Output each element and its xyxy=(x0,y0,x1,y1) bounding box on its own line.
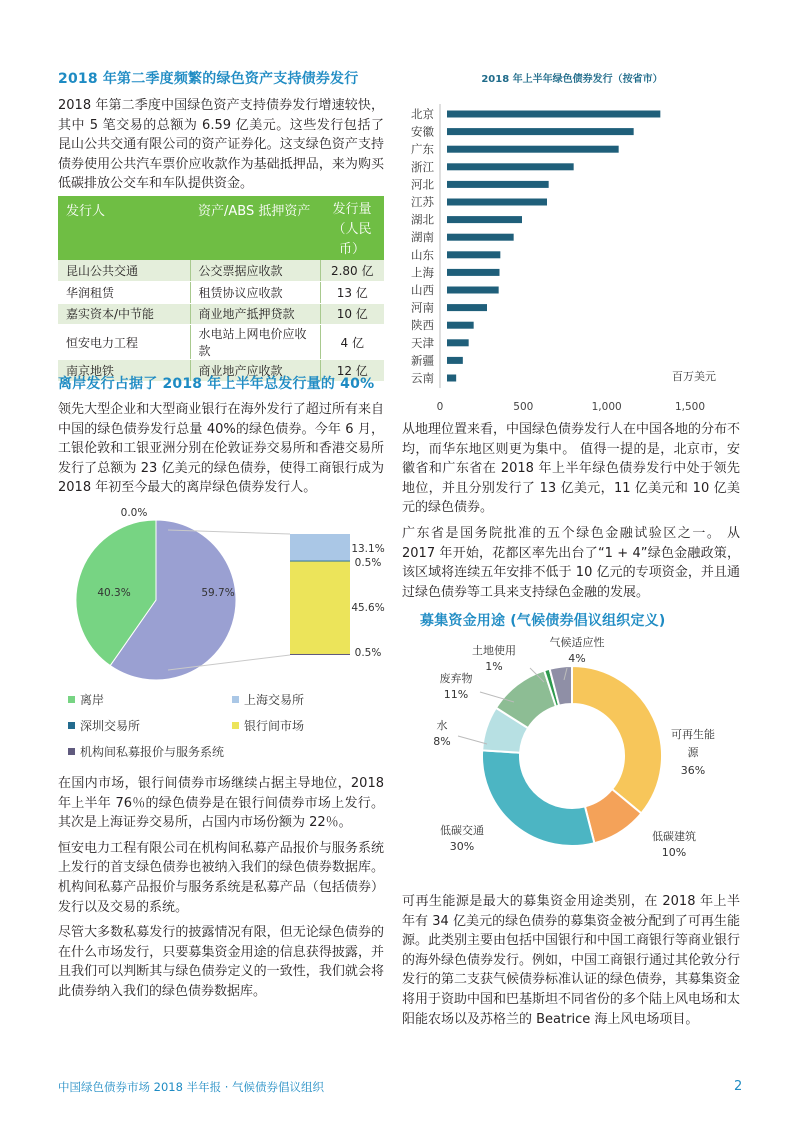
bar-category-label: 新疆 xyxy=(411,353,434,368)
donut-label-water-pct: 8% xyxy=(433,735,451,748)
bar-category-label: 安徽 xyxy=(411,124,434,139)
heading-offshore: 离岸发行占据了 2018 年上半年总发行量的 40% xyxy=(58,376,375,392)
para-abs xyxy=(58,96,384,200)
pie-label-onshore: 59.7% xyxy=(201,587,235,599)
bar xyxy=(447,181,549,188)
stack-label-interbank: 45.6% xyxy=(351,602,385,614)
donut-label-water-name: 水 xyxy=(436,719,448,732)
table-row xyxy=(58,260,384,282)
donut-label-waste-name: 废弃物 xyxy=(439,672,473,685)
proceeds-donut-chart xyxy=(402,632,742,867)
donut-label-land-name: 土地使用 xyxy=(472,644,516,657)
table-row xyxy=(58,325,384,360)
bar xyxy=(447,111,660,118)
table-row xyxy=(58,282,384,304)
legend-swatch xyxy=(232,696,239,703)
legend-swatch xyxy=(68,748,75,755)
bar xyxy=(447,146,619,153)
bar xyxy=(447,269,500,276)
legend-swatch xyxy=(68,696,75,703)
para-offshore xyxy=(58,400,384,504)
paragraph: 从地理位置来看，中国绿色债券发行人在中国各地的分布不均，而华东地区则更为集中。 值得一提的是，北京市，安徽省和广东省在 2018 年上半年绿色债券发行中处于领先地位，并且分别发行了 13 亿美元，11 亿美元和 10 亿美元的绿色债券。 xyxy=(402,422,741,516)
bar xyxy=(447,199,547,206)
bar xyxy=(447,163,574,170)
bar-category-label: 山西 xyxy=(411,283,434,297)
donut-chart-title: 募集资金用途 (气候债券倡议组织定义) xyxy=(420,613,666,629)
legend-item: 深圳交易所 xyxy=(80,719,141,733)
table-cell: 12 亿 xyxy=(320,360,384,382)
para-domestic xyxy=(58,774,384,1008)
paragraph: 可再生能源是最大的募集资金用途类别，在 2018 年上半年有 34 亿美元的绿色债券的募集资金被分配到了可再生能源。此类别主要由包括中国银行和中国工商银行等商业银行的海外绿色债券发行。例如，中国工商银行通过其伦敦分行发行的第二支获气候债券标准认证的绿色债券，其募集资金将用于资助中国和巴基斯坦不同省份的多个陆上风电场和太阳能农场以及苏格兰的 Beatrice 海上风电场项目。 xyxy=(402,894,741,1027)
x-tick-label: 1,000 xyxy=(591,401,622,413)
x-tick-label: 500 xyxy=(513,401,534,413)
bar-category-label: 广东 xyxy=(411,142,434,157)
legend-item: 机构间私募报价与服务系统 xyxy=(80,745,225,759)
para-proceeds xyxy=(402,892,740,1035)
bar-category-label: 湖南 xyxy=(411,230,434,245)
table-cell: 水电站上网电价应收款 xyxy=(190,325,320,360)
bar-category-label: 北京 xyxy=(411,107,434,121)
bar-unit-label: 百万美元 xyxy=(672,370,716,383)
donut-label-trans-name: 低碳交通 xyxy=(440,824,484,837)
table-row xyxy=(58,303,384,325)
legend-item: 上海交易所 xyxy=(244,693,305,707)
table-cell: 10 亿 xyxy=(320,303,384,325)
x-tick-label: 0 xyxy=(436,401,444,413)
legend-item: 银行间市场 xyxy=(244,719,305,733)
bar-category-label: 浙江 xyxy=(411,159,434,174)
bar xyxy=(447,128,634,135)
donut-label-bldg-pct: 10% xyxy=(661,846,687,859)
x-tick-label: 1,500 xyxy=(674,401,706,413)
province-bar-chart xyxy=(400,102,740,418)
donut-slice xyxy=(572,666,662,813)
bar xyxy=(447,251,500,258)
table-cell: 昆山公共交通 xyxy=(58,260,190,282)
bar-category-label: 陕西 xyxy=(411,318,434,333)
para-geography xyxy=(402,420,740,608)
table-header-issuer: 发行人 xyxy=(58,196,190,260)
bar-category-label: 河北 xyxy=(411,177,434,192)
market-pie-chart xyxy=(58,500,398,768)
abs-table xyxy=(58,196,384,382)
donut-label-adapt-name: 气候适应性 xyxy=(549,636,605,649)
table-cell: 嘉实资本/中节能 xyxy=(58,303,190,325)
bar-category-label: 天津 xyxy=(411,335,434,350)
paragraph: 在国内市场，银行间债券市场继续占据主导地位，2018 年上半年 76％的绿色债券是在银行间债券市场上发行。其次是上海证券交易所，占国内市场份额为 22％。 xyxy=(58,776,384,831)
donut-label-adapt-pct: 4% xyxy=(568,652,586,665)
donut-label-trans-pct: 30% xyxy=(449,840,475,853)
bar xyxy=(447,234,514,241)
bar xyxy=(447,375,456,382)
donut-label-renew-name: 可再生能 xyxy=(671,728,715,741)
heading-abs: 2018 年第二季度频繁的绿色资产支持债券发行 xyxy=(58,71,359,87)
bar xyxy=(447,216,522,223)
stack-segment xyxy=(290,534,350,561)
table-cell: 南京地铁 xyxy=(58,360,190,382)
pie-main xyxy=(76,520,236,680)
stack-segment xyxy=(290,654,350,655)
table-cell: 商业地产应收款 xyxy=(190,360,320,382)
bar-category-label: 山东 xyxy=(411,247,434,262)
legend-swatch xyxy=(232,722,239,729)
pie-legend xyxy=(68,692,304,759)
stack-segment xyxy=(290,561,350,562)
donut-label-renew-pct: 36% xyxy=(680,764,706,777)
bar-series xyxy=(411,107,660,385)
legend-swatch xyxy=(68,722,75,729)
table-cell: 4 亿 xyxy=(320,325,384,360)
paragraph: 恒安电力工程有限公司在机构间私募产品报价与服务系统上发行的首支绿色债券也被纳入我们的绿色债券数据库。机构间私募产品报价与服务系统是私募产品（包括债券）发行以及交易的系统。 xyxy=(58,840,384,915)
bar-chart-title: 2018 年上半年绿色债券发行（按省市） xyxy=(481,74,663,85)
donut-label-waste-pct: 11% xyxy=(443,688,469,701)
bar xyxy=(447,357,463,364)
table-header-row xyxy=(58,196,384,260)
table-cell: 华润租赁 xyxy=(58,282,190,304)
pie-stack-bar xyxy=(290,534,350,655)
donut-slice xyxy=(482,750,594,846)
legend-item: 离岸 xyxy=(80,693,105,707)
paragraph: 广东省是国务院批准的五个绿色金融试验区之一。 从 2017 年开始，花都区率先出台了“1 + 4”绿色金融政策，该区域将连续五年安排不低于 10 亿元的专项资金，并且通过绿色债券等工具来支持绿色金融的发展。 xyxy=(402,525,740,600)
stack-label-private: 0.5% xyxy=(354,647,382,659)
pie-top-label: 0.0% xyxy=(120,507,148,519)
bar xyxy=(447,304,487,311)
bar-category-label: 江苏 xyxy=(411,195,434,209)
paragraph: 领先大型企业和大型商业银行在海外发行了超过所有来自中国的绿色债券发行总量 40%的绿色债券。今年 6 月，工银伦敦和工银亚洲分别在伦敦证券交易所和香港交易所发行了总额为 23 亿美元的绿色债券，使得工商银行成为 2018 年初至今最大的离岸绿色债券发行人。 xyxy=(58,402,384,496)
bar-category-label: 河南 xyxy=(411,300,434,315)
stack-label-shanghai: 13.1% xyxy=(351,543,385,555)
table-cell: 13 亿 xyxy=(320,282,384,304)
table-cell: 2.80 亿 xyxy=(320,260,384,282)
donut-label-renew-name2: 源 xyxy=(687,746,699,759)
pie-label-offshore: 40.3% xyxy=(97,587,131,599)
table-cell: 租赁协议应收款 xyxy=(190,282,320,304)
table-header-amount: 发行量（人民币） xyxy=(320,196,384,260)
paragraph: 2018 年第二季度中国绿色资产支持债券发行增速较快，其中 5 笔交易的总额为 6.59 亿美元。这些发行包括了昆山公共交通有限公司的资产证券化。这支绿色资产支持债券使用公共汽车票价应收款作为基础抵押品，来为购买低碳排放公交车和车队提供资金。 xyxy=(58,98,384,192)
donut-label-land-pct: 1% xyxy=(485,660,503,673)
bar xyxy=(447,287,499,294)
table-cell: 公交票据应收款 xyxy=(190,260,320,282)
table-header-asset: 资产/ABS 抵押资产 xyxy=(190,196,320,260)
donut-label-bldg-name: 低碳建筑 xyxy=(652,830,696,843)
bar-category-label: 湖北 xyxy=(411,212,434,227)
stack-label-shenzhen: 0.5% xyxy=(354,557,382,569)
bar xyxy=(447,339,469,346)
table-cell: 商业地产抵押贷款 xyxy=(190,303,320,325)
donut-slices xyxy=(482,666,662,846)
x-ticks xyxy=(437,401,705,413)
stack-segment xyxy=(290,562,350,654)
footer-text: 中国绿色债券市场 2018 半年报 · 气候债券倡议组织 xyxy=(58,1080,325,1094)
bar-category-label: 云南 xyxy=(411,371,434,385)
page-number: 2 xyxy=(734,1079,743,1094)
table-cell: 恒安电力工程 xyxy=(58,325,190,360)
bar xyxy=(447,322,474,329)
paragraph: 尽管大多数私募发行的披露情况有限，但无论绿色债券的在什么市场发行，只要募集资金用途的信息获得披露，并且我们可以判断其与绿色债券定义的一致性，我们就会将此债券纳入我们的绿色债券数据库。 xyxy=(58,925,384,999)
bar-category-label: 上海 xyxy=(411,265,434,280)
